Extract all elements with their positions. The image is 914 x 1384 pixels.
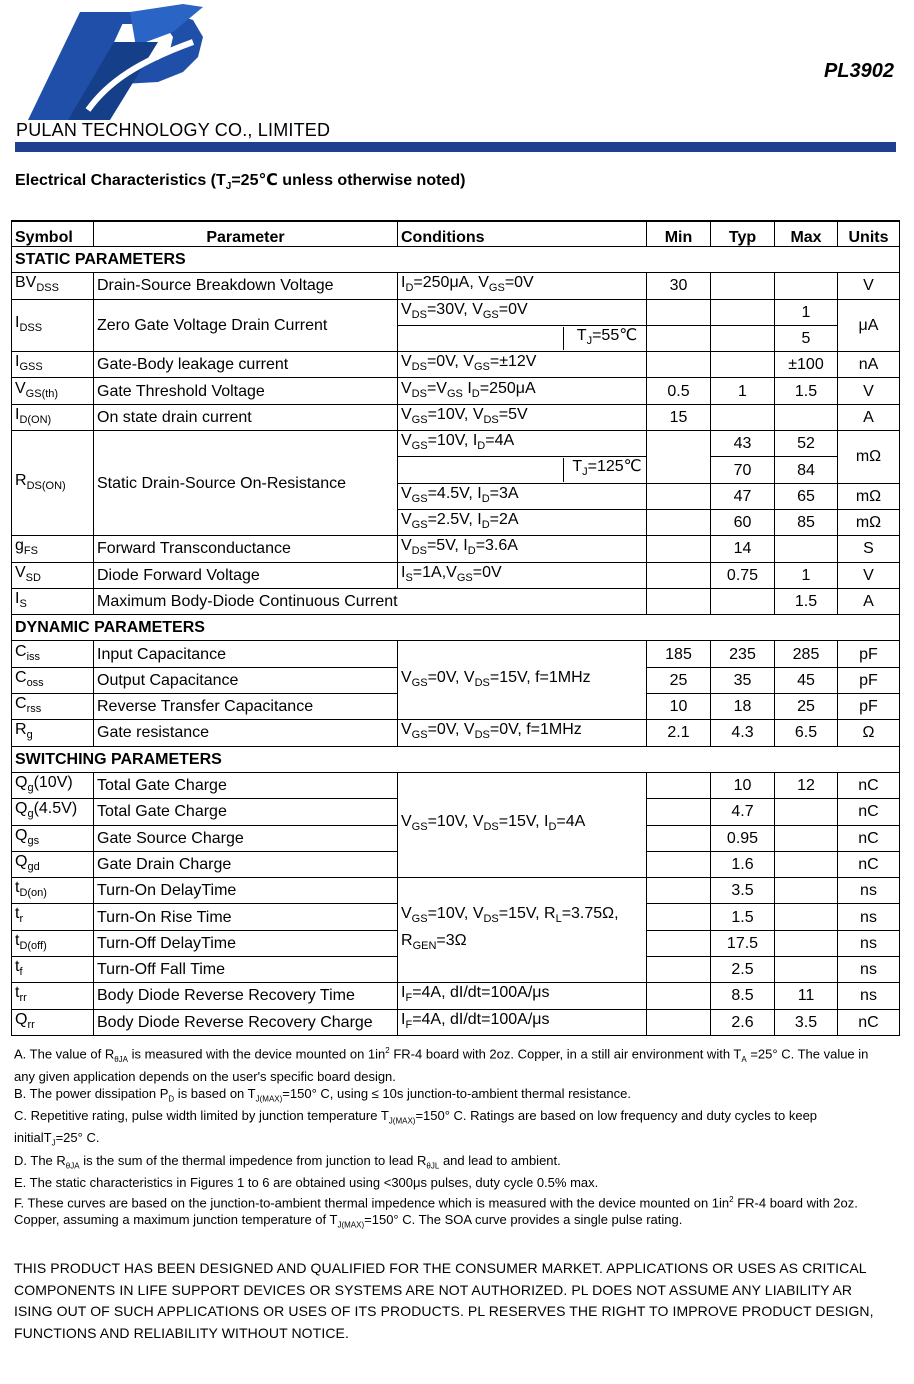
symbol-cell: $I_S$ bbox=[12, 588, 94, 614]
table-row bbox=[12, 983, 900, 1009]
table-row bbox=[12, 299, 900, 325]
typ-cell: 3.5 bbox=[711, 878, 775, 904]
parameter-cell: Gate resistance bbox=[94, 720, 398, 746]
min-cell: 0.5 bbox=[647, 378, 711, 404]
min-cell bbox=[647, 957, 711, 983]
parameter-cell: Maximum Body-Diode Continuous Current bbox=[94, 588, 647, 614]
min-cell bbox=[647, 325, 711, 351]
table-row bbox=[12, 878, 900, 904]
conditions-cell: $T_J=55℃$ bbox=[398, 325, 647, 351]
parameter-cell: Body Diode Reverse Recovery Time bbox=[94, 983, 398, 1009]
min-cell: 2.1 bbox=[647, 720, 711, 746]
note-d: D. The $R_{\theta JA}$ is the sum of the thermal impedence from junction to lead $R_{\theta JL}$ and lead to ambient. bbox=[14, 1152, 561, 1171]
typ-cell bbox=[711, 352, 775, 378]
typ-cell: 0.75 bbox=[711, 562, 775, 588]
max-cell bbox=[775, 273, 838, 299]
min-cell bbox=[647, 431, 711, 484]
min-cell: 10 bbox=[647, 694, 711, 720]
parameter-cell: Total Gate Charge bbox=[94, 799, 398, 825]
units-cell: nC bbox=[838, 1009, 900, 1035]
min-cell: 25 bbox=[647, 667, 711, 693]
units-cell: S bbox=[838, 536, 900, 562]
max-cell: 1 bbox=[775, 299, 838, 325]
symbol-cell: $Q_g(10V)$ bbox=[12, 772, 94, 798]
company-name: PULAN TECHNOLOGY CO., LIMITED bbox=[16, 120, 331, 140]
header-conditions: Conditions bbox=[398, 221, 647, 247]
header-divider-bar bbox=[15, 142, 896, 152]
max-cell bbox=[775, 851, 838, 877]
typ-cell: 1.5 bbox=[711, 904, 775, 930]
note-c: C. Repetitive rating, pulse width limited by junction temperature $T_{J(MAX)}=150^\circ$ C. Ratings are based on low frequency and duty cycles to keep initialT$_J$=25° C. bbox=[14, 1107, 818, 1148]
min-cell bbox=[647, 799, 711, 825]
table-row bbox=[12, 641, 900, 667]
typ-cell: 1 bbox=[711, 378, 775, 404]
min-cell bbox=[647, 851, 711, 877]
electrical-characteristics-table bbox=[11, 220, 900, 1036]
units-cell: ns bbox=[838, 930, 900, 956]
parameter-cell: On state drain current bbox=[94, 404, 398, 430]
typ-cell: 47 bbox=[711, 483, 775, 509]
note-f: F. These curves are based on the junction-to-ambient thermal impedence which is measured with the device mounted on $1in^2$ FR-4 board with 2oz. Copper, assuming a maximum junction temperature of $T_{J(MAX)}=150^\circ$ C. The SOA curve provides a single pulse rating. bbox=[14, 1194, 858, 1230]
max-cell: 1 bbox=[775, 562, 838, 588]
max-cell: 45 bbox=[775, 667, 838, 693]
symbol-cell: $Q_g(4.5V)$ bbox=[12, 799, 94, 825]
footnotes bbox=[14, 1043, 884, 1234]
max-cell: 65 bbox=[775, 483, 838, 509]
typ-cell: 2.5 bbox=[711, 957, 775, 983]
parameter-cell: Gate Drain Charge bbox=[94, 851, 398, 877]
parameter-cell: Forward Transconductance bbox=[94, 536, 398, 562]
max-cell: 285 bbox=[775, 641, 838, 667]
units-cell: ns bbox=[838, 878, 900, 904]
conditions-cell: $V_{GS}=0V$, $V_{DS}=15V$, f=1MHz bbox=[398, 641, 647, 720]
units-cell: ns bbox=[838, 957, 900, 983]
parameter-cell: Gate-Body leakage current bbox=[94, 352, 398, 378]
header-max: Max bbox=[775, 221, 838, 247]
symbol-cell: $t_{D(off)}$ bbox=[12, 930, 94, 956]
parameter-cell: Gate Threshold Voltage bbox=[94, 378, 398, 404]
symbol-cell: $t_r$ bbox=[12, 904, 94, 930]
table-row bbox=[12, 404, 900, 430]
typ-cell: 0.95 bbox=[711, 825, 775, 851]
symbol-cell: $Q_{gs}$ bbox=[12, 825, 94, 851]
max-cell bbox=[775, 930, 838, 956]
header-units: Units bbox=[838, 221, 900, 247]
parameter-cell: Total Gate Charge bbox=[94, 772, 398, 798]
parameter-cell: Zero Gate Voltage Drain Current bbox=[94, 299, 398, 352]
typ-cell bbox=[711, 404, 775, 430]
table-row bbox=[12, 562, 900, 588]
units-cell: V bbox=[838, 378, 900, 404]
section-row-switching: SWITCHING PARAMETERS bbox=[12, 746, 900, 772]
min-cell bbox=[647, 562, 711, 588]
header-min: Min bbox=[647, 221, 711, 247]
symbol-cell: $Q_{rr}$ bbox=[12, 1009, 94, 1035]
conditions-cell: $V_{GS}=2.5V$, $I_D=2A$ bbox=[398, 509, 647, 535]
max-cell: 52 bbox=[775, 431, 838, 457]
min-cell bbox=[647, 825, 711, 851]
symbol-cell: $I_{D(ON)}$ bbox=[12, 404, 94, 430]
typ-cell: 10 bbox=[711, 772, 775, 798]
conditions-cell: $V_{GS}=10V$, $V_{DS}=15V$, $R_L=3.75\Omega$, $R_{GEN}=3\Omega$ bbox=[398, 878, 647, 983]
symbol-cell: $V_{SD}$ bbox=[12, 562, 94, 588]
units-cell: nA bbox=[838, 352, 900, 378]
units-cell: ns bbox=[838, 983, 900, 1009]
symbol-cell: $C_{rss}$ bbox=[12, 694, 94, 720]
min-cell bbox=[647, 509, 711, 535]
symbol-cell: $C_{oss}$ bbox=[12, 667, 94, 693]
typ-cell: 8.5 bbox=[711, 983, 775, 1009]
max-cell: ±100 bbox=[775, 352, 838, 378]
table-row bbox=[12, 378, 900, 404]
parameter-cell: Diode Forward Voltage bbox=[94, 562, 398, 588]
symbol-cell: $Q_{gd}$ bbox=[12, 851, 94, 877]
max-cell: 3.5 bbox=[775, 1009, 838, 1035]
min-cell: 185 bbox=[647, 641, 711, 667]
parameter-cell: Drain-Source Breakdown Voltage bbox=[94, 273, 398, 299]
typ-cell: 17.5 bbox=[711, 930, 775, 956]
max-cell bbox=[775, 904, 838, 930]
symbol-cell: $I_{DSS}$ bbox=[12, 299, 94, 352]
min-cell bbox=[647, 983, 711, 1009]
symbol-cell: $C_{iss}$ bbox=[12, 641, 94, 667]
max-cell: 84 bbox=[775, 457, 838, 483]
conditions-cell: $V_{GS}=0V$, $V_{DS}=0V$, f=1MHz bbox=[398, 720, 647, 746]
max-cell: 85 bbox=[775, 509, 838, 535]
header-typ: Typ bbox=[711, 221, 775, 247]
conditions-cell: $I_S=1A,V_{GS}=0V$ bbox=[398, 562, 647, 588]
section-row-dynamic: DYNAMIC PARAMETERS bbox=[12, 615, 900, 641]
max-cell bbox=[775, 825, 838, 851]
typ-cell: 1.6 bbox=[711, 851, 775, 877]
typ-cell bbox=[711, 588, 775, 614]
conditions-cell: $V_{DS}=5V$, $I_D=3.6A$ bbox=[398, 536, 647, 562]
max-cell: 5 bbox=[775, 325, 838, 351]
typ-cell bbox=[711, 299, 775, 325]
typ-cell: 18 bbox=[711, 694, 775, 720]
units-cell: mΩ bbox=[838, 431, 900, 484]
max-cell: 1.5 bbox=[775, 588, 838, 614]
min-cell bbox=[647, 588, 711, 614]
section-title: Electrical Characteristics ($T_J=25℃$ unless otherwise noted) bbox=[15, 172, 466, 193]
max-cell: 11 bbox=[775, 983, 838, 1009]
note-e: E. The static characteristics in Figures 1 to 6 are obtained using <300μs pulses, duty cycle 0.5% max. bbox=[14, 1175, 599, 1191]
max-cell: 6.5 bbox=[775, 720, 838, 746]
part-number: PL3902 bbox=[823, 60, 894, 82]
units-cell: Ω bbox=[838, 720, 900, 746]
table-row bbox=[12, 536, 900, 562]
max-cell: 25 bbox=[775, 694, 838, 720]
parameter-cell: Input Capacitance bbox=[94, 641, 398, 667]
max-cell bbox=[775, 799, 838, 825]
min-cell: 15 bbox=[647, 404, 711, 430]
max-cell bbox=[775, 536, 838, 562]
units-cell: mΩ bbox=[838, 509, 900, 535]
header-parameter: Parameter bbox=[94, 221, 398, 247]
units-cell: ns bbox=[838, 904, 900, 930]
typ-cell: 4.3 bbox=[711, 720, 775, 746]
units-cell: nC bbox=[838, 825, 900, 851]
table-row bbox=[12, 720, 900, 746]
max-cell bbox=[775, 878, 838, 904]
typ-cell: 4.7 bbox=[711, 799, 775, 825]
table-row bbox=[12, 273, 900, 299]
units-cell: pF bbox=[838, 694, 900, 720]
conditions-cell: $V_{DS}=V_{GS}$ $I_D=250\mu A$ bbox=[398, 378, 647, 404]
note-b: B. The power dissipation $P_D$ is based on $T_{J(MAX)}=150^\circ$ C, using ≤ 10s junction-to-ambient thermal resistance. bbox=[14, 1085, 631, 1104]
typ-cell: 35 bbox=[711, 667, 775, 693]
min-cell bbox=[647, 352, 711, 378]
typ-cell: 43 bbox=[711, 431, 775, 457]
typ-cell: 60 bbox=[711, 509, 775, 535]
section-row-static: STATIC PARAMETERS bbox=[12, 247, 900, 273]
symbol-cell: $t_f$ bbox=[12, 957, 94, 983]
parameter-cell: Turn-Off Fall Time bbox=[94, 957, 398, 983]
table-row bbox=[12, 352, 900, 378]
symbol-cell: $BV_{DSS}$ bbox=[12, 273, 94, 299]
conditions-cell: $V_{GS}=10V$, $V_{DS}=5V$ bbox=[398, 404, 647, 430]
symbol-cell: $t_{D(on)}$ bbox=[12, 878, 94, 904]
note-a: A. The value of $R_{\theta JA}$ is measured with the device mounted on $1in^2$ FR-4 board with 2oz. Copper, in a still air environment with $T_A =25^\circ$ C. The value in any given application depends on the user's specific board design. bbox=[14, 1046, 869, 1084]
table-row bbox=[12, 431, 900, 457]
units-cell: μA bbox=[838, 299, 900, 352]
symbol-cell: $R_g$ bbox=[12, 720, 94, 746]
symbol-cell: $I_{GSS}$ bbox=[12, 352, 94, 378]
parameter-cell: Gate Source Charge bbox=[94, 825, 398, 851]
disclaimer: THIS PRODUCT HAS BEEN DESIGNED AND QUALIFIED FOR THE CONSUMER MARKET. APPLICATIONS OR USES AS CRITICAL COMPONENTS IN LIFE SUPPORT DEVICES OR SYSTEMS ARE NOT AUTHORIZED. PL DOES NOT ASSUME ANY LIABILITY AR ISING OUT OF SUCH APPLICATIONS OR USES OF ITS PRODUCTS. PL RESERVES THE RIGHT TO IMPROVE PRODUCT DESIGN, FUNCTIONS AND RELIABILITY WITHOUT NOTICE. bbox=[14, 1260, 874, 1341]
table-row bbox=[12, 772, 900, 798]
conditions-cell: $V_{GS}=4.5V$, $I_D=3A$ bbox=[398, 483, 647, 509]
typ-cell bbox=[711, 325, 775, 351]
parameter-cell: Reverse Transfer Capacitance bbox=[94, 694, 398, 720]
table-header-row bbox=[12, 221, 900, 247]
parameter-cell: Static Drain-Source On-Resistance bbox=[94, 431, 398, 536]
parameter-cell: Turn-Off DelayTime bbox=[94, 930, 398, 956]
table-row bbox=[12, 1009, 900, 1035]
min-cell bbox=[647, 1009, 711, 1035]
conditions-cell: $V_{GS}=10V$, $V_{DS}=15V$, $I_D=4A$ bbox=[398, 772, 647, 877]
min-cell bbox=[647, 483, 711, 509]
units-cell: A bbox=[838, 588, 900, 614]
min-cell bbox=[647, 904, 711, 930]
units-cell: nC bbox=[838, 799, 900, 825]
header-symbol: Symbol bbox=[12, 221, 94, 247]
conditions-cell: $V_{GS}=10V$, $I_D=4A$ bbox=[398, 431, 647, 457]
parameter-cell: Body Diode Reverse Recovery Charge bbox=[94, 1009, 398, 1035]
typ-cell bbox=[711, 273, 775, 299]
table-row bbox=[12, 588, 900, 614]
units-cell: mΩ bbox=[838, 483, 900, 509]
units-cell: pF bbox=[838, 641, 900, 667]
conditions-cell: $T_J=125℃$ bbox=[398, 457, 647, 483]
max-cell bbox=[775, 957, 838, 983]
conditions-cell: $I_F=4A$, dI/dt=100A/μs bbox=[398, 1009, 647, 1035]
typ-cell: 235 bbox=[711, 641, 775, 667]
units-cell: A bbox=[838, 404, 900, 430]
typ-cell: 70 bbox=[711, 457, 775, 483]
min-cell: 30 bbox=[647, 273, 711, 299]
min-cell bbox=[647, 772, 711, 798]
max-cell: 1.5 bbox=[775, 378, 838, 404]
conditions-cell: $I_F=4A$, dI/dt=100A/μs bbox=[398, 983, 647, 1009]
company-logo bbox=[18, 2, 208, 120]
units-cell: pF bbox=[838, 667, 900, 693]
min-cell bbox=[647, 878, 711, 904]
parameter-cell: Output Capacitance bbox=[94, 667, 398, 693]
parameter-cell: Turn-On DelayTime bbox=[94, 878, 398, 904]
conditions-cell: $I_D=250\mu A$, $V_{GS}=0V$ bbox=[398, 273, 647, 299]
min-cell bbox=[647, 536, 711, 562]
typ-cell: 14 bbox=[711, 536, 775, 562]
conditions-cell: $V_{DS}=0V$, $V_{GS}=\pm 12V$ bbox=[398, 352, 647, 378]
symbol-cell: $g_{FS}$ bbox=[12, 536, 94, 562]
units-cell: nC bbox=[838, 772, 900, 798]
min-cell bbox=[647, 930, 711, 956]
max-cell: 12 bbox=[775, 772, 838, 798]
parameter-cell: Turn-On Rise Time bbox=[94, 904, 398, 930]
units-cell: V bbox=[838, 562, 900, 588]
units-cell: V bbox=[838, 273, 900, 299]
min-cell bbox=[647, 299, 711, 325]
units-cell: nC bbox=[838, 851, 900, 877]
max-cell bbox=[775, 404, 838, 430]
symbol-cell: $t_{rr}$ bbox=[12, 983, 94, 1009]
conditions-cell: $V_{DS}=30V$, $V_{GS}=0V$ bbox=[398, 299, 647, 325]
typ-cell: 2.6 bbox=[711, 1009, 775, 1035]
symbol-cell: $V_{GS(th)}$ bbox=[12, 378, 94, 404]
symbol-cell: $R_{DS(ON)}$ bbox=[12, 431, 94, 536]
